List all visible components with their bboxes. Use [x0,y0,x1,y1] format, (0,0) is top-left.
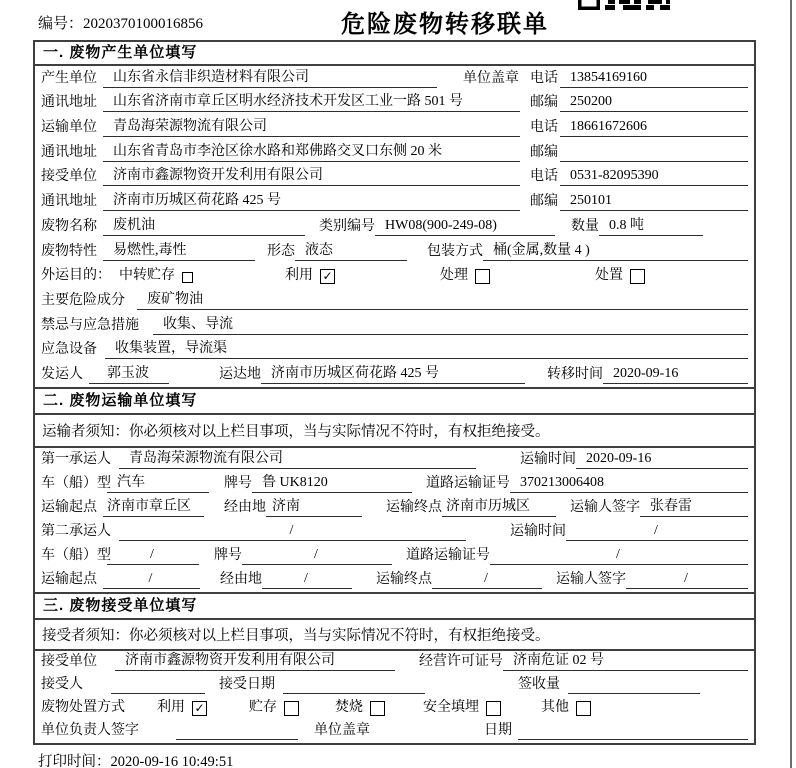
receiver-zip-field: 250101 [560,191,748,211]
disposal-store-checkbox-icon [284,701,299,716]
disposal-option-incinerate [335,698,385,717]
producer-value-field: 山东省永信非织造材料有限公司 [103,68,437,88]
receiver-zip-label: 邮编 [530,194,558,210]
page-title: 危险废物转移联单 [341,11,549,38]
transport-date2-label: 运输时间 [510,523,566,539]
via1-label: 经由地 [224,499,266,515]
transport-date1-label: 运输时间 [520,451,576,467]
emergency-equipment-label: 应急设备 [41,342,97,358]
carrier1-label: 第一承运人 [41,451,111,467]
section-2-heading: 二. 废物运输单位填写 [35,387,754,415]
carrier-sign2-label: 运输人签字 [556,571,626,587]
vehicle-type2-field: / [107,545,199,565]
carrier-sign2-field: / [626,569,748,589]
received-amount-field [568,693,700,694]
disposal-utilize-label: 利用 [157,699,185,715]
receiver-phone-label: 电话 [530,169,558,185]
transporter-address-row [35,140,754,165]
transporter-notice-text: 你必须核对以上栏目事项，当与实际情况不符时，有权拒绝接受。 [129,423,550,440]
dispose-checkbox-icon [630,269,645,284]
purpose-option-treat [440,266,490,285]
section-1-heading: 一. 废物产生单位填写 [35,42,754,66]
receiver-value-field: 济南市鑫源物资开发利用有限公司 [103,166,520,186]
storage-option-label: 中转贮存 [119,268,175,284]
packaging-field: 桶(金属,数量 4 ) [483,241,748,261]
treat-option-label: 处理 [440,268,468,284]
road-permit1-label: 道路运输证号 [426,475,510,491]
quantity-label: 数量 [571,218,599,234]
road-permit2-field: / [490,545,748,565]
producer-address-row [35,91,754,116]
disposal-option-other [541,698,591,717]
waste-name-label: 废物名称 [41,218,97,234]
producer-row [35,66,754,91]
destination-field: 济南市历城区荷花路 425 号 [261,364,525,384]
transport-date2-field: / [566,521,748,541]
plate2-field: / [242,545,392,565]
storage-checkbox-icon [182,272,193,283]
transporter-phone-label: 电话 [530,120,558,136]
terminus1-field: 济南市历城区 [442,497,556,517]
receiver-row [35,165,754,190]
receive-person-label: 接受人 [41,676,83,692]
origin2-label: 运输起点 [41,571,97,587]
via2-label: 经由地 [220,571,262,587]
waste-characteristics-row [35,239,754,264]
disposal-utilize-checkbox-icon: ✓ [192,701,207,716]
carrier-sign1-label: 运输人签字 [570,499,640,515]
transporter-zip-label: 邮编 [530,144,558,160]
hazard-components-row [35,288,754,313]
terminus2-label: 运输终点 [376,571,432,587]
terminus2-field: / [432,569,542,589]
utilize-checkbox-icon: ✓ [320,269,335,284]
producer-address-label: 通讯地址 [41,95,97,111]
origin1-field: 济南市章丘区 [103,497,204,517]
disposal-incinerate-label: 焚烧 [335,699,363,715]
receiver-address-row [35,189,754,214]
emergency-equipment-row [35,338,754,363]
disposal-other-checkbox-icon [576,701,591,716]
carrier2-row [35,520,754,544]
producer-phone-field: 13854169160 [560,68,748,88]
destination-label: 运达地 [219,366,261,382]
responsible-sign-field [176,739,298,740]
physical-form-label: 形态 [267,243,295,259]
receive-person-field [111,693,205,694]
receiver-phone-field: 0531-82095390 [560,166,748,186]
disposal-landfill-label: 安全填埋 [423,699,479,715]
packaging-label: 包装方式 [427,243,483,259]
unit-seal-label: 单位盖章 [463,70,519,86]
receive-unit-label: 接受单位 [41,653,97,669]
transport-date1-field: 2020-09-16 [576,449,748,469]
print-time-label: 打印时间： [38,754,111,768]
disposal-method-row [35,697,754,720]
date-label: 日期 [484,722,512,738]
road-permit2-label: 道路运输证号 [406,547,490,563]
transporter-address-field: 山东省青岛市李沧区徐水路和郑佛路交叉口东侧 20 米 [103,142,520,162]
vehicle-type1-field: 汽车 [107,473,209,493]
receiver-notice-label: 接受者须知： [42,627,129,644]
producer-label: 产生单位 [41,70,97,86]
route1-row [35,496,754,520]
route2-row [35,568,754,592]
producer-phone-label: 电话 [530,70,558,86]
consignor-row [35,362,754,387]
carrier2-label: 第二承运人 [41,523,111,539]
license-label: 经营许可证号 [419,653,503,669]
waste-name-row [35,214,754,239]
print-time-value: 2020-09-16 10:49:51 [110,754,234,768]
qr-code-partial-icon [578,0,670,10]
plate1-field: 鲁 UK8120 [252,473,412,493]
consignor-field: 郭玉波 [89,364,169,384]
page-edge-line [790,0,792,768]
transporter-notice-label: 运输者须知： [42,423,129,440]
disposal-store-label: 贮存 [249,699,277,715]
physical-form-field: 液态 [295,241,407,261]
receive-person-row [35,674,754,697]
transporter-zip-field [560,161,748,162]
signature-row [35,720,754,743]
emergency-measures-field: 收集、导流 [153,315,748,335]
receive-unit-row [35,651,754,674]
responsible-sign-label: 单位负责人签字 [41,722,139,738]
category-code-label: 类别编号 [319,218,375,234]
disposal-landfill-checkbox-icon [486,701,501,716]
receiver-address-field: 济南市历城区荷花路 425 号 [103,191,520,211]
carrier-sign1-field: 张春雷 [640,497,748,517]
purpose-option-utilize [285,266,335,285]
carrier1-row [35,448,754,472]
serial-label: 编号： [38,16,84,32]
plate1-label: 牌号 [224,475,252,491]
transporter-value-field: 青岛海荣源物流有限公司 [103,117,520,137]
received-amount-label: 签收量 [518,676,560,692]
receiver-notice-text: 你必须核对以上栏目事项，当与实际情况不符时，有权拒绝接受。 [129,627,550,644]
receiver-label: 接受单位 [41,169,97,185]
disposal-method-label: 废物处置方式 [41,699,125,715]
vehicle-type2-label: 车（船）型 [41,547,111,563]
hazard-components-label: 主要危险成分 [41,292,125,308]
section-3-heading: 三. 废物接受单位填写 [35,592,754,620]
transfer-purpose-row [35,264,754,289]
carrier2-field: / [119,521,466,541]
transporter-address-label: 通讯地址 [41,144,97,160]
terminus1-label: 运输终点 [386,499,442,515]
disposal-incinerate-checkbox-icon [370,701,385,716]
via1-field: 济南 [266,497,362,517]
receive-unit-field: 济南市鑫源物资开发利用有限公司 [115,651,395,671]
disposal-option-utilize [157,698,207,717]
emergency-measures-label: 禁忌与应急措施 [41,317,139,333]
vehicle2-row [35,544,754,568]
road-permit1-field: 370213006408 [510,473,748,493]
origin2-field: / [103,569,200,589]
transfer-date-field: 2020-09-16 [603,364,748,384]
receiver-notice-row [35,620,754,651]
purpose-option-dispose [595,266,645,285]
transporter-notice-row [35,415,754,448]
date-field [518,739,748,740]
characteristics-label: 废物特性 [41,243,97,259]
carrier1-field: 青岛海荣源物流有限公司 [119,449,476,469]
characteristics-field: 易燃性,毒性 [103,241,255,261]
purpose-option-storage [119,266,193,285]
quantity-field: 0.8 吨 [599,216,703,236]
origin1-label: 运输起点 [41,499,97,515]
unit-seal2-label: 单位盖章 [314,722,370,738]
producer-zip-label: 邮编 [530,95,558,111]
transporter-phone-field: 18661672606 [560,117,748,137]
via2-field: / [262,569,352,589]
hazard-components-field: 废矿物油 [137,290,748,310]
dispose-option-label: 处置 [595,268,623,284]
producer-zip-field: 250200 [560,92,748,112]
transporter-label: 运输单位 [41,120,97,136]
transporter-row [35,115,754,140]
print-time [38,750,233,768]
receive-date-label: 接受日期 [219,676,275,692]
receiver-address-label: 通讯地址 [41,194,97,210]
utilize-option-label: 利用 [285,268,313,284]
transfer-date-label: 转移时间 [547,366,603,382]
receive-date-field [283,693,425,694]
disposal-option-landfill [423,698,501,717]
waste-name-field: 废机油 [103,216,305,236]
emergency-measures-row [35,313,754,338]
disposal-option-store [249,698,299,717]
vehicle-type1-label: 车（船）型 [41,475,111,491]
emergency-equipment-field: 收集装置，导流渠 [105,339,748,359]
serial-value: 2020370100016856 [83,16,204,32]
consignor-label: 发运人 [41,366,83,382]
purpose-label: 外运目的： [41,268,111,284]
manifest-form [33,40,756,745]
disposal-other-label: 其他 [541,699,569,715]
treat-checkbox-icon [475,269,490,284]
category-code-field: HW08(900-249-08) [375,216,555,236]
license-field: 济南危证 02 号 [503,651,748,671]
producer-address-field: 山东省济南市章丘区明水经济技术开发区工业一路 501 号 [103,92,520,112]
vehicle1-row [35,472,754,496]
plate2-label: 牌号 [214,547,242,563]
